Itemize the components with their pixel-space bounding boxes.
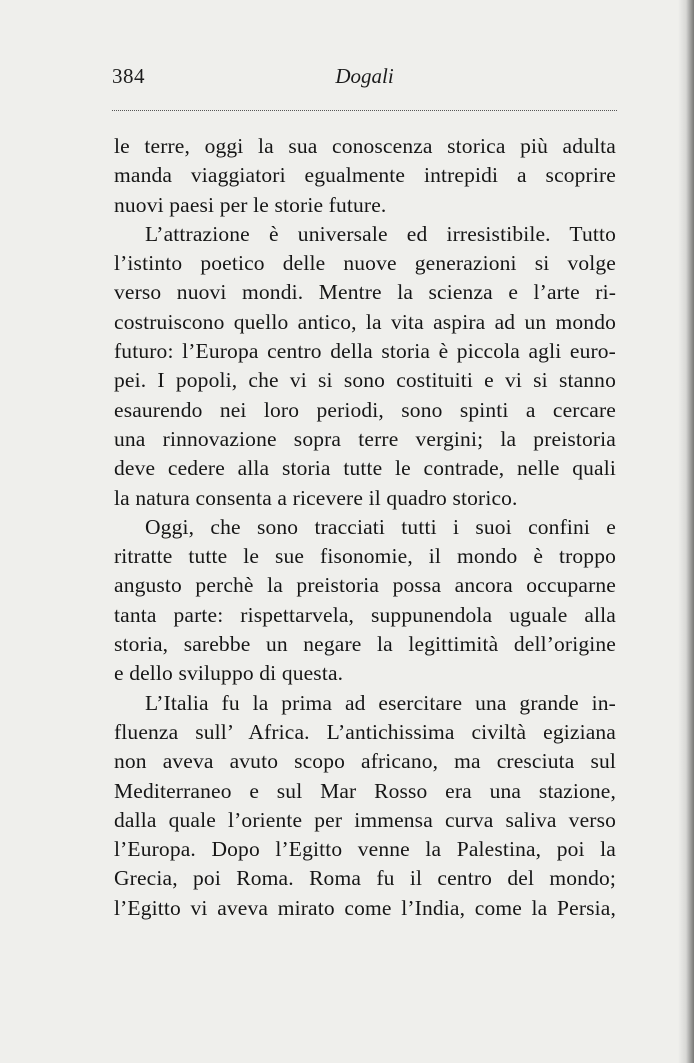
text-line: manda viaggiatori egualmente intrepidi a scoprire (114, 163, 616, 188)
page-edge-shadow (678, 0, 694, 1063)
text-line: l’istinto poetico delle nuove generazioni si volge (114, 251, 616, 276)
page-header (112, 64, 617, 94)
text-line: futuro: l’Europa centro della storia è piccola agli euro- (114, 339, 616, 364)
text-line: esaurendo nei loro periodi, sono spinti a cercare (114, 397, 616, 422)
text-line: una rinnovazione sopra terre vergini; la preistoria (114, 426, 616, 451)
text-line: tanta parte: rispettarvela, suppunendola uguale alla (114, 602, 616, 627)
text-line: l’Europa. Dopo l’Egitto venne la Palestina, poi la (114, 837, 616, 862)
text-line: deve cedere alla storia tutte le contrade, nelle quali (114, 456, 616, 481)
text-line: e dello sviluppo di questa. (114, 661, 344, 686)
text-line: storia, sarebbe un negare la legittimità dell’origine (114, 632, 616, 657)
body-text (114, 132, 616, 923)
text-line: Mediterraneo e sul Mar Rosso era una stazione, (114, 778, 616, 803)
text-line: costruiscono quello antico, la vita aspira ad un mondo (114, 309, 616, 334)
text-line: fluenza sull’ Africa. L’antichissima civiltà egiziana (114, 719, 616, 744)
text-line: Oggi, che sono tracciati tutti i suoi confini e (145, 514, 616, 539)
text-line: la natura consenta a ricevere il quadro storico. (114, 485, 518, 510)
text-line: dalla quale l’oriente per immensa curva saliva verso (114, 807, 616, 832)
text-line: non aveva avuto scopo africano, ma cresciuta sul (114, 749, 616, 774)
text-line: le terre, oggi la sua conoscenza storica più adulta (114, 134, 616, 158)
text-line: ritratte tutte le sue fisonomie, il mondo è troppo (114, 544, 616, 569)
header-rule (112, 110, 617, 111)
text-line: L’Italia fu la prima ad esercitare una grande in- (145, 690, 616, 715)
text-line: nuovi paesi per le storie future. (114, 192, 387, 217)
text-line: Grecia, poi Roma. Roma fu il centro del mondo; (114, 866, 616, 891)
text-line: verso nuovi mondi. Mentre la scienza e l’arte ri- (114, 280, 616, 305)
text-line: pei. I popoli, che vi si sono costituiti e vi si stanno (114, 368, 616, 393)
page-number: 384 (112, 64, 145, 88)
text-line: l’Egitto vi aveva mirato come l’India, come la Persia, (114, 895, 616, 920)
text-line: L’attrazione è universale ed irresistibile. Tutto (145, 221, 616, 246)
text-line: angusto perchè la preistoria possa ancora occuparne (114, 573, 616, 598)
running-title: Dogali (335, 64, 394, 88)
